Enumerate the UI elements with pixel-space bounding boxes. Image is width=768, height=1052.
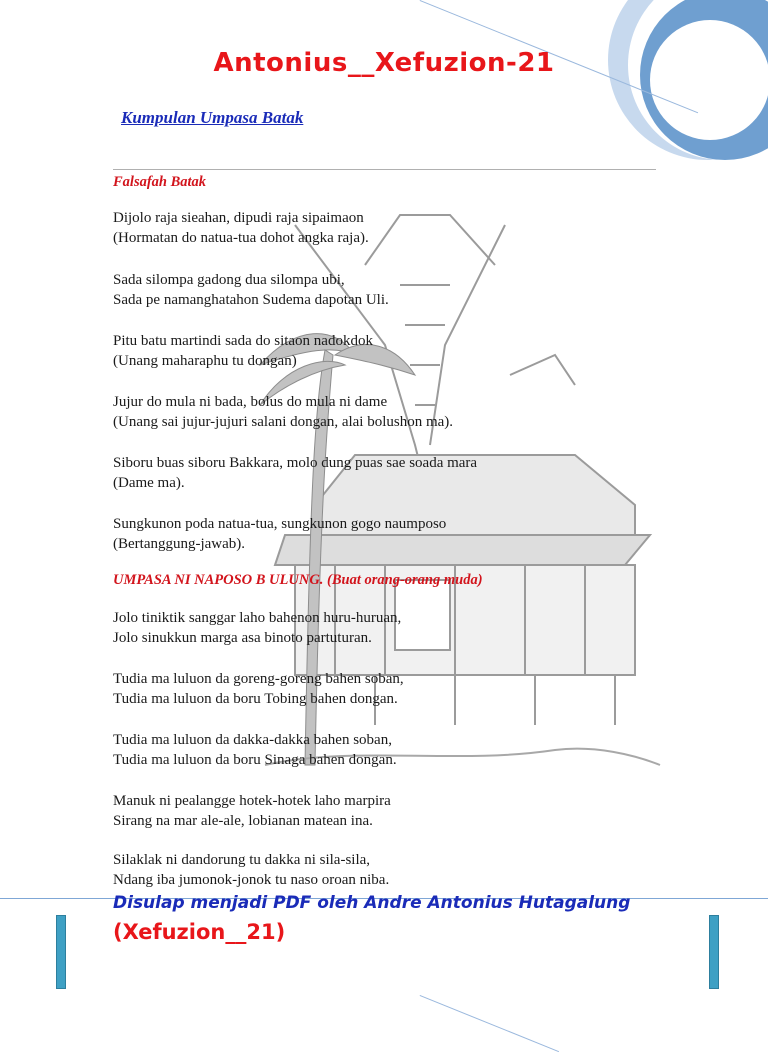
stanza <box>113 208 369 248</box>
stanza <box>113 850 389 890</box>
verse-line: Tudia ma luluon da dakka-dakka bahen soban, <box>113 732 392 748</box>
stanza <box>113 270 389 310</box>
verse-line: (Bertanggung-jawab). <box>113 536 246 552</box>
verse-line: Jujur do mula ni bada, bolus do mula ni dame <box>113 394 388 410</box>
footer-credit: Disulap menjadi PDF oleh Andre Antonius Hutagalung <box>113 893 631 913</box>
verse-line: Tudia ma luluon da goreng-goreng bahen soban, <box>113 671 404 687</box>
verse-line: Ndang iba jumonok-jonok tu naso oroan niba. <box>113 872 390 888</box>
verse-line: Tudia ma luluon da boru Tobing bahen dongan. <box>113 691 398 707</box>
stanza <box>113 331 373 371</box>
verse-line: (Hormatan do natua-tua dohot angka raja). <box>113 230 369 246</box>
stanza <box>113 791 391 831</box>
stanza <box>113 392 453 432</box>
verse-line: Sada silompa gadong dua silompa ubi, <box>113 272 345 288</box>
section-heading-umpasa-naposo: UMPASA NI NAPOSO B ULUNG. (Buat orang-orang muda) <box>113 572 483 588</box>
verse-line: Sungkunon poda natua-tua, sungkunon gogo naumposo <box>113 516 447 532</box>
verse-line: (Unang maharaphu tu dongan) <box>113 353 297 369</box>
verse-line: Silaklak ni dandorung tu dakka ni sila-sila, <box>113 852 371 868</box>
stanza <box>113 669 404 709</box>
verse-line: Tudia ma luluon da boru Sinaga bahen dongan. <box>113 752 397 768</box>
document-subtitle-link[interactable]: Kumpulan Umpasa Batak <box>121 108 304 127</box>
stanza <box>113 453 477 493</box>
verse-line: (Unang sai jujur-jujuri salani dongan, alai bolushon ma). <box>113 414 454 430</box>
footer-handle: (Xefuzion__21) <box>113 920 286 944</box>
footer-bar-right <box>709 915 719 989</box>
verse-line: Manuk ni pealangge hotek-hotek laho marpira <box>113 793 391 809</box>
stanza <box>113 608 401 648</box>
verse-line: Dijolo raja sieahan, dipudi raja sipaimaon <box>113 210 364 226</box>
document-title: Antonius__Xefuzion-21 <box>213 48 555 78</box>
verse-line: Pitu batu martindi sada do sitaon nadokdok <box>113 333 373 349</box>
decor-circle-center <box>650 20 768 140</box>
verse-line: (Dame ma). <box>113 475 185 491</box>
section-heading-falsafah: Falsafah Batak <box>113 174 207 190</box>
verse-line: Sada pe namanghatahon Sudema dapotan Uli. <box>113 292 389 308</box>
verse-line: Jolo tiniktik sanggar laho bahenon huru-huruan, <box>113 610 402 626</box>
stanza <box>113 514 446 554</box>
verse-line: Siboru buas siboru Bakkara, molo dung puas sae soada mara <box>113 455 478 471</box>
stanza <box>113 730 397 770</box>
horizontal-rule <box>113 169 656 170</box>
verse-line: Jolo sinukkun marga asa binoto partuturan. <box>113 630 372 646</box>
footer-bar-left <box>56 915 66 989</box>
verse-line: Sirang na mar ale-ale, lobianan matean ina. <box>113 813 373 829</box>
